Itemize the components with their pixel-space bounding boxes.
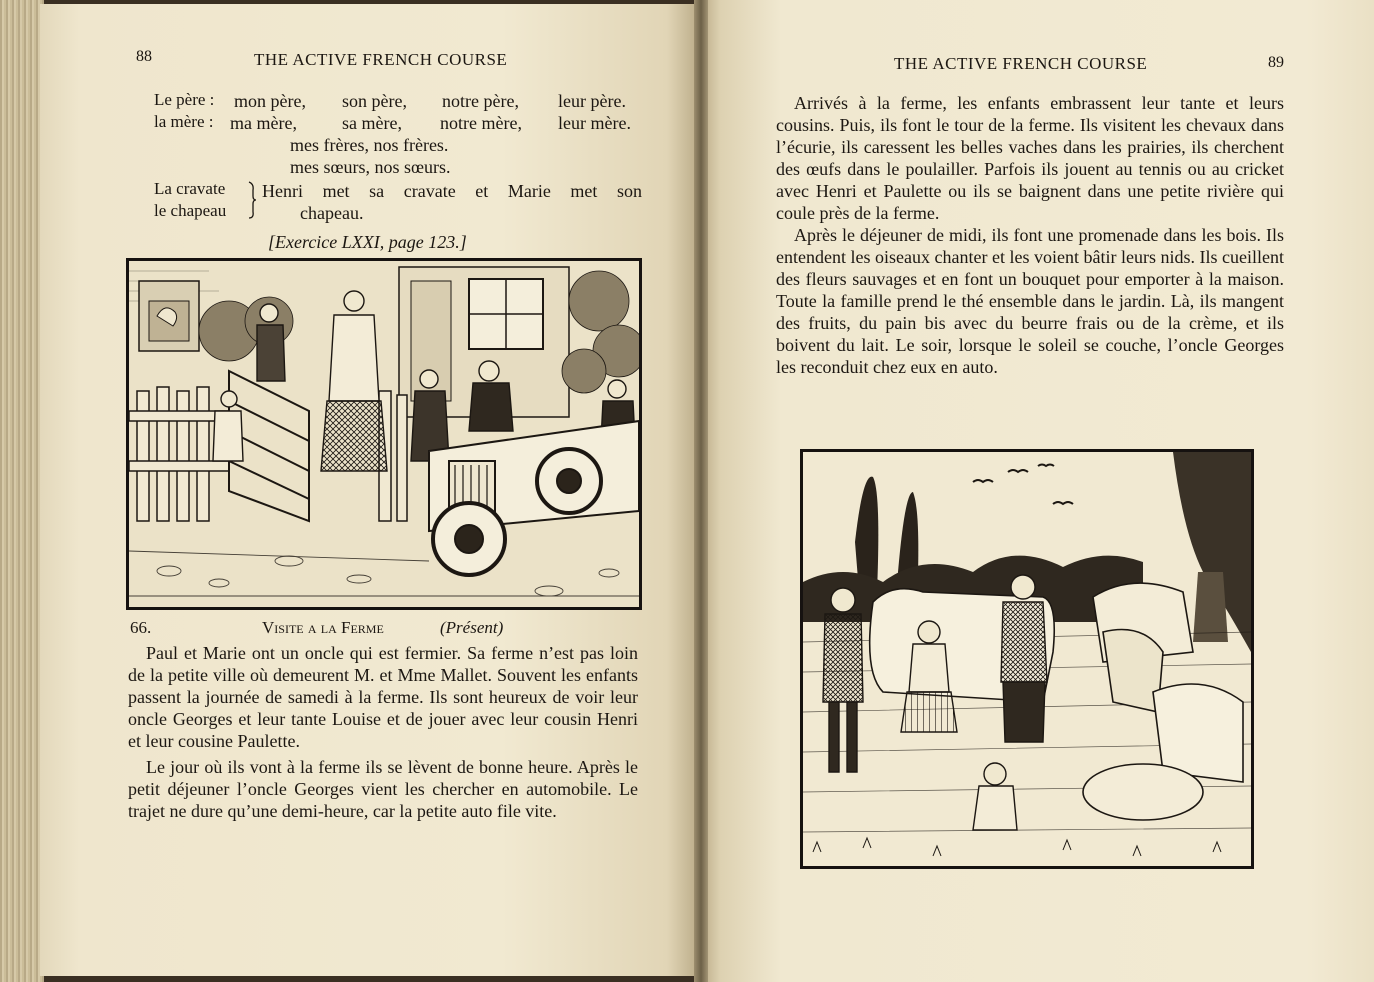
illustration-children-cows-field-icon (800, 449, 1254, 869)
section-title: Visite a la Ferme (262, 618, 384, 637)
exercise-reference: [Exercice LXXI, page 123.] (268, 232, 467, 252)
page-number-left: 88 (136, 48, 152, 65)
illustration-farm-gate-car-icon (126, 258, 642, 610)
freres-line: mes frères, nos frères. (290, 135, 449, 155)
pere-item: son père, (342, 91, 407, 111)
chapeau-label: le chapeau (154, 201, 227, 220)
mere-item: notre mère, (440, 113, 522, 133)
mere-item: sa mère, (342, 113, 402, 133)
soeurs-line: mes sœurs, nos sœurs. (290, 157, 451, 177)
brace-icon (246, 180, 258, 220)
cravate-label: La cravate (154, 179, 226, 198)
left-body-text (128, 642, 638, 822)
section-subtitle: (Présent) (440, 618, 504, 637)
page-number-right: 89 (1268, 54, 1284, 71)
pere-label: Le père : (154, 90, 215, 109)
mere-label: la mère : (154, 112, 214, 131)
paragraph: Le jour où ils vont à la ferme ils se lèvent de bonne heure. Après le petit déjeuner l’oncle Georges vient les chercher en automobile. Le trajet ne dure qu’une demi-heure, car la petite auto file vite. (128, 757, 638, 821)
chapeau-text: chapeau. (300, 203, 364, 223)
running-header-left: THE ACTIVE FRENCH COURSE (254, 50, 508, 69)
mere-item: leur mère. (558, 113, 631, 133)
paragraph: Paul et Marie ont un oncle qui est fermier. Sa ferme n’est pas loin de la petite ville où demeurent M. et Mme Mallet. Souvent les enfants passent la journée de samedi à la ferme. Ils sont heureux de voir leur oncle Georges et leur tante Louise et de jouer avec leur cousin Henri et leur cousine Paulette. (128, 643, 638, 751)
section-number: 66. (130, 618, 152, 637)
pere-item: mon père, (234, 91, 306, 111)
page-edges (0, 0, 44, 982)
mere-item: ma mère, (230, 113, 297, 133)
paragraph: Après le déjeuner de midi, ils font une promenade dans les bois. Ils entendent les oiseaux chanter et les voient bâtir leurs nids. Ils cueillent des fleurs sauvages et en font un bouquet pour emporter à la maison. Toute la famille prend le thé ensemble dans le jardin. Là, ils mangent des fruits, du pain bis avec du beurre frais ou de la crème, et ils boivent du lait. Le soir, lorsque le soleil se couche, l’oncle Georges les reconduit chez eux en auto. (776, 225, 1284, 377)
right-body-text (776, 92, 1284, 378)
pere-item: leur père. (558, 91, 626, 111)
book-gutter (694, 0, 708, 982)
cravate-text: Henri met sa cravate et Marie met son (262, 181, 642, 201)
pere-item: notre père, (442, 91, 519, 111)
running-header-right: THE ACTIVE FRENCH COURSE (894, 54, 1148, 73)
paragraph: Arrivés à la ferme, les enfants embrassent leur tante et leurs cousins. Puis, ils font le tour de la ferme. Ils visitent les chevaux dans l’écurie, ils caressent les belles vaches dans les prairies, ils cherchent des œufs dans le poulailler. Parfois ils jouent au tennis ou au cricket avec Henri et Paulette ou ils se baignent dans une petite rivière qui coule près de la ferme. (776, 93, 1284, 223)
